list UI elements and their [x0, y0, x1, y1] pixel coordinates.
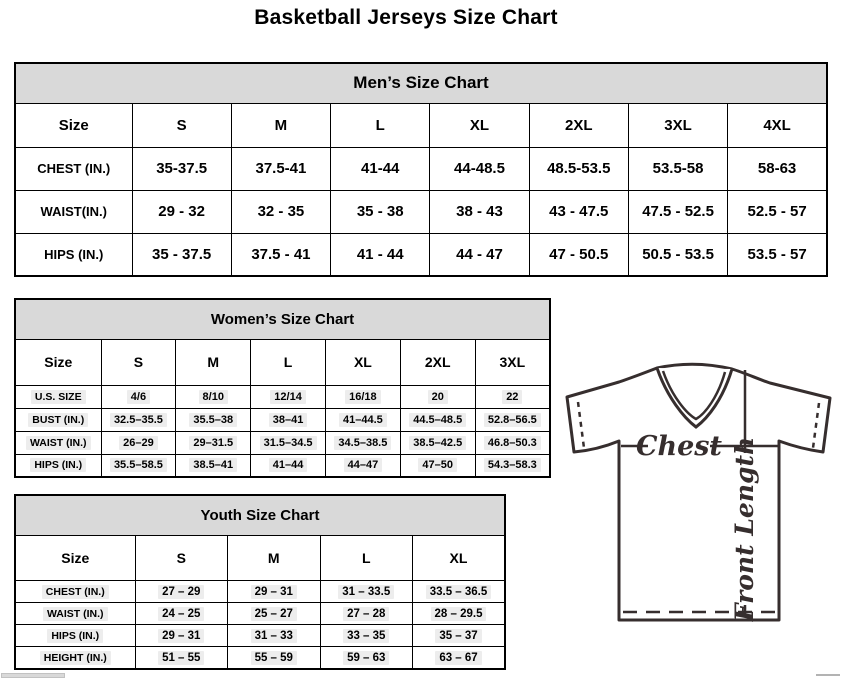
size-cell	[728, 190, 827, 233]
size-cell	[325, 454, 400, 477]
size-cell	[176, 385, 251, 408]
size-value: 32.5–35.5	[110, 413, 167, 427]
size-value: 34.5–38.5	[334, 436, 391, 450]
column-header-m: M	[231, 103, 330, 147]
page-title: Basketball Jerseys Size Chart	[254, 6, 558, 29]
size-cell	[413, 625, 506, 647]
row-label-text: HEIGHT (IN.)	[40, 651, 111, 665]
front-length-label: Front Length	[730, 436, 759, 622]
size-value: 58-63	[757, 160, 797, 177]
size-value: 35 - 38	[356, 203, 404, 220]
size-value: 44–47	[344, 458, 383, 472]
size-cell	[728, 233, 827, 276]
size-value: 53.5-58	[652, 160, 704, 177]
size-value: 48.5-53.5	[547, 160, 611, 177]
size-value: 29 - 32	[158, 203, 205, 220]
size-value: 31.5–34.5	[260, 436, 317, 450]
youth-table-title: Youth Size Chart	[15, 495, 505, 535]
size-cell	[331, 147, 430, 190]
size-cell	[413, 647, 506, 669]
size-value: 22	[502, 390, 522, 404]
column-header-row	[15, 535, 505, 580]
column-header-m: M	[176, 339, 251, 385]
row-label	[15, 190, 132, 233]
size-value: 25 – 27	[251, 607, 297, 621]
column-header-l: L	[320, 535, 413, 580]
size-value: 38–41	[269, 413, 308, 427]
size-cell	[135, 625, 228, 647]
size-cell	[325, 408, 400, 431]
size-value: 47–50	[418, 458, 457, 472]
row-label	[15, 431, 101, 454]
size-cell	[413, 603, 506, 625]
table-title-row	[15, 495, 505, 535]
jersey-measurement-diagram	[553, 355, 843, 627]
size-value: 38.5–42.5	[409, 436, 466, 450]
table-row	[15, 233, 827, 276]
size-value: 33 – 35	[343, 629, 389, 643]
size-value: 41-44	[361, 160, 400, 177]
column-header-3xl: 3XL	[475, 339, 550, 385]
size-value: 31 – 33	[251, 629, 297, 643]
size-value: 44-48.5	[454, 160, 505, 177]
size-cell	[413, 580, 506, 602]
size-value: 29 – 31	[158, 629, 204, 643]
size-cell	[400, 408, 475, 431]
size-cell	[176, 454, 251, 477]
size-cell	[231, 233, 330, 276]
size-value: 55 – 59	[251, 651, 297, 665]
row-label-text: HIPS (IN.)	[44, 246, 104, 262]
size-cell	[101, 454, 176, 477]
size-value: 41–44.5	[339, 413, 387, 427]
size-value: 63 – 67	[435, 651, 481, 665]
size-cell	[132, 147, 231, 190]
column-header-2xl: 2XL	[400, 339, 475, 385]
row-label-text: CHEST (IN.)	[42, 585, 109, 599]
size-cell	[101, 431, 176, 454]
table-row	[15, 454, 550, 477]
size-cell	[628, 233, 727, 276]
table-row	[15, 431, 550, 454]
size-cell	[475, 408, 550, 431]
row-label	[15, 385, 101, 408]
size-cell	[251, 454, 326, 477]
size-cell	[176, 408, 251, 431]
table-row	[15, 190, 827, 233]
row-label	[15, 408, 101, 431]
size-value: 8/10	[199, 390, 228, 404]
size-value: 50.5 - 53.5	[642, 245, 714, 263]
size-cell	[228, 603, 321, 625]
column-header-s: S	[132, 103, 231, 147]
size-value: 37.5-41	[255, 160, 307, 177]
table-row	[15, 625, 505, 647]
size-value: 27 – 28	[343, 607, 389, 621]
size-cell	[135, 580, 228, 602]
size-value: 47.5 - 52.5	[642, 203, 714, 220]
table-title-row	[15, 63, 827, 103]
size-value: 4/6	[127, 390, 150, 404]
size-value: 54.3–58.3	[484, 458, 541, 472]
size-value: 38 - 43	[456, 203, 503, 220]
size-cell	[320, 603, 413, 625]
size-value: 24 – 25	[158, 607, 204, 621]
size-cell	[400, 454, 475, 477]
mens-size-chart-table	[14, 62, 828, 277]
size-value: 20	[428, 390, 448, 404]
size-value: 29 – 31	[251, 585, 297, 599]
size-cell	[320, 580, 413, 602]
size-value: 28 – 29.5	[431, 607, 487, 621]
size-value: 35 - 37.5	[152, 245, 212, 263]
chest-label: Chest	[636, 431, 722, 462]
size-value: 35 – 37	[435, 629, 481, 643]
column-header-s: S	[101, 339, 176, 385]
column-header-xl: XL	[413, 535, 506, 580]
column-header-xl: XL	[325, 339, 400, 385]
size-value: 26–29	[119, 436, 158, 450]
size-value: 35-37.5	[156, 160, 208, 177]
table-row	[15, 408, 550, 431]
size-value: 53.5 - 57	[747, 245, 807, 263]
youth-size-chart-table	[14, 494, 506, 670]
size-cell	[231, 147, 330, 190]
size-value: 52.8–56.5	[484, 413, 541, 427]
row-label-text: WAIST (IN.)	[43, 607, 108, 621]
women-table-title: Women’s Size Chart	[15, 299, 550, 339]
column-header-xl: XL	[430, 103, 529, 147]
size-value: 35.5–58.5	[110, 458, 167, 472]
size-value: 33.5 – 36.5	[426, 585, 492, 599]
column-header-l: L	[331, 103, 430, 147]
size-cell	[475, 454, 550, 477]
table-row	[15, 147, 827, 190]
row-label	[15, 233, 132, 276]
size-value: 46.8–50.3	[484, 436, 541, 450]
size-cell	[331, 190, 430, 233]
row-label-text: U.S. SIZE	[31, 390, 86, 404]
row-label	[15, 147, 132, 190]
size-cell	[331, 233, 430, 276]
size-cell	[475, 431, 550, 454]
size-cell	[132, 233, 231, 276]
size-cell	[135, 647, 228, 669]
size-cell	[101, 385, 176, 408]
size-value: 29–31.5	[189, 436, 237, 450]
size-value: 47 - 50.5	[549, 245, 609, 263]
row-label-text: CHEST (IN.)	[37, 161, 111, 176]
size-cell	[430, 190, 529, 233]
size-cell	[529, 233, 628, 276]
size-cell	[400, 431, 475, 454]
size-cell	[400, 385, 475, 408]
size-cell	[228, 647, 321, 669]
size-cell	[325, 385, 400, 408]
column-header-4xl: 4XL	[728, 103, 827, 147]
column-header-size: Size	[15, 339, 101, 385]
size-value: 41 - 44	[356, 245, 404, 263]
size-value: 31 – 33.5	[338, 585, 394, 599]
size-cell	[320, 647, 413, 669]
size-value: 59 – 63	[343, 651, 389, 665]
size-value: 16/18	[345, 390, 381, 404]
table-title-row	[15, 299, 550, 339]
scrollbar-fragment[interactable]	[816, 674, 840, 676]
size-cell	[728, 147, 827, 190]
size-value: 35.5–38	[189, 413, 237, 427]
column-header-m: M	[228, 535, 321, 580]
size-value: 37.5 - 41	[251, 245, 311, 263]
size-cell	[251, 431, 326, 454]
size-cell	[101, 408, 176, 431]
size-cell	[325, 431, 400, 454]
size-value: 38.5–41	[189, 458, 237, 472]
size-value: 51 – 55	[158, 651, 204, 665]
row-label-text: WAIST(IN.)	[40, 204, 107, 219]
column-header-3xl: 3XL	[628, 103, 727, 147]
table-row	[15, 580, 505, 602]
row-label-text: HIPS (IN.)	[47, 629, 103, 643]
womens-size-chart-table	[14, 298, 551, 478]
row-label	[15, 603, 135, 625]
size-value: 44 - 47	[456, 245, 503, 263]
men-table-title: Men’s Size Chart	[15, 63, 827, 103]
size-value: 32 - 35	[257, 203, 305, 220]
size-cell	[231, 190, 330, 233]
row-label	[15, 647, 135, 669]
size-cell	[228, 625, 321, 647]
column-header-l: L	[251, 339, 326, 385]
row-label	[15, 580, 135, 602]
column-header-row	[15, 339, 550, 385]
column-header-2xl: 2XL	[529, 103, 628, 147]
size-value: 12/14	[270, 390, 306, 404]
size-cell	[320, 625, 413, 647]
horizontal-scrollbar-thumb[interactable]	[1, 673, 65, 678]
size-cell	[251, 385, 326, 408]
row-label	[15, 625, 135, 647]
size-cell	[529, 190, 628, 233]
row-label	[15, 454, 101, 477]
size-value: 41–44	[269, 458, 308, 472]
column-header-row	[15, 103, 827, 147]
row-label-text: BUST (IN.)	[28, 413, 88, 427]
size-cell	[475, 385, 550, 408]
column-header-size: Size	[15, 535, 135, 580]
size-cell	[251, 408, 326, 431]
size-value: 52.5 - 57	[747, 203, 807, 220]
column-header-size: Size	[15, 103, 132, 147]
size-cell	[628, 147, 727, 190]
column-header-s: S	[135, 535, 228, 580]
size-cell	[430, 147, 529, 190]
row-label-text: HIPS (IN.)	[30, 458, 86, 472]
size-cell	[430, 233, 529, 276]
size-cell	[132, 190, 231, 233]
table-row	[15, 385, 550, 408]
size-value: 43 - 47.5	[549, 203, 609, 220]
size-cell	[628, 190, 727, 233]
size-cell	[135, 603, 228, 625]
size-cell	[529, 147, 628, 190]
table-row	[15, 647, 505, 669]
row-label-text: WAIST (IN.)	[26, 436, 91, 450]
table-row	[15, 603, 505, 625]
size-cell	[228, 580, 321, 602]
size-cell	[176, 431, 251, 454]
size-value: 44.5–48.5	[409, 413, 466, 427]
size-value: 27 – 29	[158, 585, 204, 599]
